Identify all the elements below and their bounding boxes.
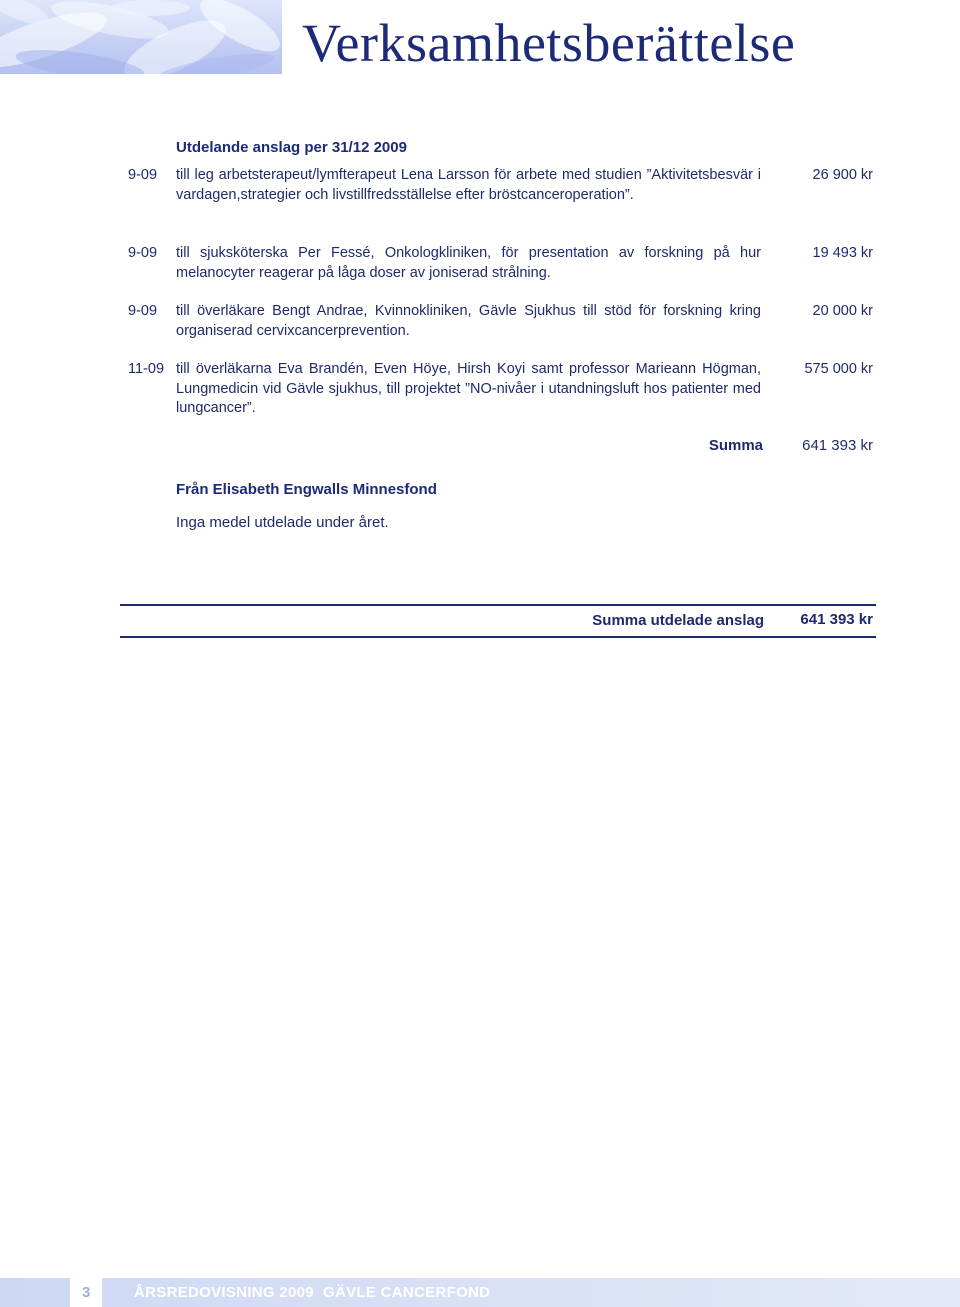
grant-amount: 20 000 kr	[812, 303, 873, 319]
grant-description: till överläkare Bengt Andrae, Kvinnokliniken, Gävle Sjukhus till stöd för forskning kring organiserad cervixcancerprevention.	[176, 303, 761, 339]
grant-date: 9-09	[128, 303, 158, 319]
footer-organization: GÄVLE CANCERFOND	[323, 1284, 491, 1301]
grant-amount: 575 000 kr	[804, 361, 873, 377]
grant-amount: 26 900 kr	[812, 167, 873, 183]
fund-text: Inga medel utdelade under året.	[176, 514, 389, 531]
grant-date: 9-09	[128, 167, 158, 183]
page-title: Verksamhetsberättelse	[302, 13, 796, 73]
grant-description: till leg arbetsterapeut/lymfterapeut Lena Larsson för arbete med studien ”Aktivitetsbesvär i vardagen,strategier och livstillfredsställelse efter bröstcanceroperation”.	[176, 167, 761, 203]
fund-heading: Från Elisabeth Engwalls Minnesfond	[176, 481, 437, 498]
total-value: 641 393 kr	[800, 611, 873, 628]
footer-report-title: ÅRSREDOVISNING 2009	[134, 1284, 314, 1301]
header-flower-image	[0, 0, 282, 74]
sum-value: 641 393 kr	[802, 437, 873, 454]
grant-amount: 19 493 kr	[812, 245, 873, 261]
sum-label: Summa	[708, 437, 763, 454]
grants-heading: Utdelande anslag per 31/12 2009	[176, 139, 407, 156]
total-top-rule	[120, 604, 876, 606]
flower-petals-graphic	[0, 0, 282, 74]
page-number: 3	[82, 1284, 91, 1301]
total-label: Summa utdelade anslag	[592, 612, 764, 629]
grant-description: till överläkarna Eva Brandén, Even Höye, Hirsh Koyi samt professor Marieann Högman, Lungmedicin vid Gävle sjukhus, till projektet ”NO-nivåer i utandningsluft hos patienter med lungcancer”.	[176, 361, 761, 416]
grant-description: till sjuksköterska Per Fessé, Onkologkliniken, för presentation av forskning på hur melanocyter reagerar på låga doser av joniserad strålning.	[176, 245, 761, 281]
grant-date: 11-09	[128, 361, 165, 377]
total-bottom-rule	[120, 636, 876, 638]
grant-date: 9-09	[128, 245, 158, 261]
